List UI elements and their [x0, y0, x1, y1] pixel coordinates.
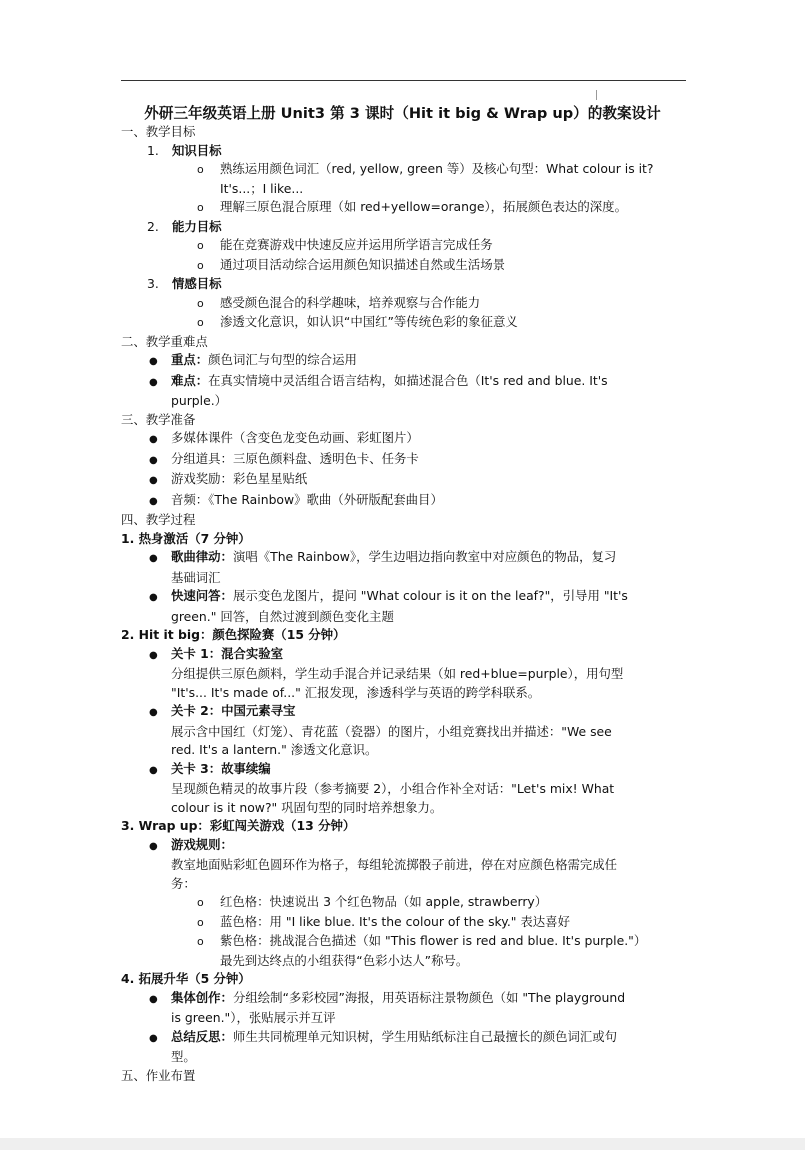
list-item: o 能在竞赛游戏中快速反应并运用所学语言完成任务 — [197, 237, 493, 252]
section-heading: 二、教学重难点 — [121, 333, 208, 349]
bullet-item: ● 快速问答：展示变色龙图片，提问 "What colour is it on the leaf?"，引导用 "It's — [149, 588, 628, 603]
numbered-item: 3. 情感目标 — [147, 276, 222, 291]
numbered-item: 2. 能力目标 — [147, 218, 222, 234]
list-item: o 红色格：快速说出 3 个红色物品（如 apple, strawberry） — [197, 894, 548, 909]
section-heading: 五、作业布置 — [121, 1067, 196, 1083]
bullet-continuation: 型。 — [171, 1049, 196, 1064]
phase-heading: 1. 热身激活（7 分钟） — [121, 530, 251, 546]
bullet-continuation: 呈现颜色精灵的故事片段（参考摘要 2），小组合作补全对话："Let's mix! What — [171, 781, 615, 796]
list-item: o 理解三原色混合原理（如 red+yellow=orange），拓展颜色表达的深度。 — [197, 199, 627, 214]
bullet-continuation: 基础词汇 — [171, 569, 221, 585]
bullet-continuation: is green."），张贴展示并互评 — [171, 1010, 336, 1025]
bullet-continuation: 分组提供三原色颜料，学生动手混合并记录结果（如 red+blue=purple），用句型 — [171, 666, 624, 681]
bullet-item: ● 重点：颜色词汇与句型的综合运用 — [149, 352, 357, 367]
document-body — [121, 123, 686, 1085]
bullet-item: ● 难点：在真实情境中灵活组合语言结构，如描述混合色（It's red and blue. It's — [149, 372, 608, 388]
bullet-item: ● 总结反思：师生共同梳理单元知识树，学生用贴纸标注自己最擅长的颜色词汇或句 — [149, 1028, 618, 1044]
bullet-item: ● 关卡 2：中国元素寻宝 — [149, 703, 296, 718]
list-item-continuation: It's...；I like... — [220, 180, 304, 196]
bullet-continuation: 展示含中国红（灯笼）、青花蓝（瓷器）的图片，小组竞赛找出并描述："We see — [171, 723, 612, 739]
list-item: o 通过项目活动综合运用颜色知识描述自然或生活场景 — [197, 256, 505, 272]
bullet-item: ● 分组道具：三原色颜料盘、透明色卡、任务卡 — [149, 450, 419, 466]
phase-heading: 2. Hit it big：颜色探险赛（15 分钟） — [121, 627, 346, 642]
bullet-item: ● 音频：《The Rainbow》歌曲（外研版配套曲目） — [149, 491, 443, 507]
bullet-item: ● 关卡 1：混合实验室 — [149, 645, 284, 661]
bullet-item: ● 歌曲律动：演唱《The Rainbow》，学生边唱边指向教室中对应颜色的物品，复习 — [149, 549, 617, 564]
bullet-continuation: 教室地面贴彩虹色圆环作为格子，每组轮流掷骰子前进，停在对应颜色格需完成任 — [171, 857, 618, 872]
bullet-continuation: 务： — [171, 875, 196, 891]
bullet-continuation: green." 回答，自然过渡到颜色变化主题 — [171, 608, 394, 624]
page-bottom-band — [0, 1138, 805, 1150]
bullet-item: ● 关卡 3：故事续编 — [149, 760, 271, 776]
list-item: o 感受颜色混合的科学趣味，培养观察与合作能力 — [197, 294, 481, 310]
page-title: 外研三年级英语上册 Unit3 第 3 课时（Hit it big & Wrap up）的教案设计 — [144, 105, 661, 122]
list-item: o 熟练运用颜色词汇（red, yellow, green 等）及核心句型：What colour is it? — [197, 161, 654, 176]
list-item: o 渗透文化意识，如认识“中国红”等传统色彩的象征意义 — [197, 314, 518, 329]
phase-heading: 3. Wrap up：彩虹闯关游戏（13 分钟） — [121, 818, 356, 833]
margin-mark — [596, 90, 597, 100]
bullet-item: ● 多媒体课件（含变色龙变色动画、彩虹图片） — [149, 430, 419, 445]
bullet-continuation: red. It's a lantern." 渗透文化意识。 — [171, 742, 378, 757]
bullet-item: ● 游戏奖励：彩色星星贴纸 — [149, 471, 308, 486]
list-item: o 紫色格：挑战混合色描述（如 "This flower is red and blue. It's purple."） — [197, 933, 647, 948]
list-item: o 蓝色格：用 "I like blue. It's the colour of the sky." 表达喜好 — [197, 913, 570, 929]
section-heading: 四、教学过程 — [121, 512, 196, 527]
bullet-item: ● 游戏规则： — [149, 836, 233, 852]
section-heading: 三、教学准备 — [121, 411, 196, 427]
numbered-item: 1. 知识目标 — [147, 142, 222, 158]
header-rule — [121, 80, 686, 81]
bullet-continuation: purple.） — [171, 393, 228, 408]
section-heading: 一、教学目标 — [121, 124, 196, 139]
bullet-item: ● 集体创作：分组绘制“多彩校园”海报，用英语标注景物颜色（如 "The playground — [149, 989, 626, 1005]
list-item-continuation: 最先到达终点的小组获得“色彩小达人”称号。 — [220, 952, 469, 968]
phase-heading: 4. 拓展升华（5 分钟） — [121, 971, 251, 986]
bullet-continuation: colour is it now?" 巩固句型的同时培养想象力。 — [171, 799, 443, 815]
bullet-continuation: "It's... It's made of..." 汇报发现，渗透科学与英语的跨学科联系。 — [171, 684, 541, 700]
